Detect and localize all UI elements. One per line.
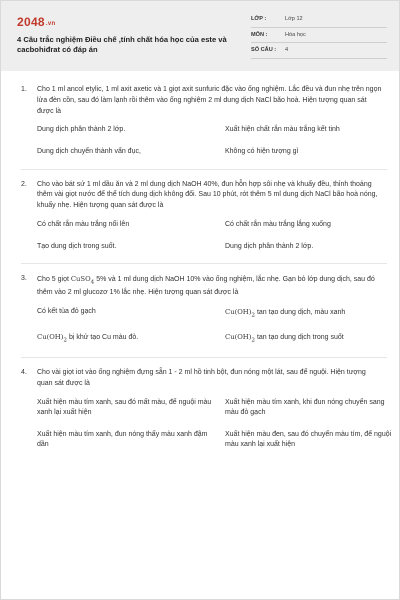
- site-logo[interactable]: [17, 15, 55, 29]
- answer-options: [37, 220, 387, 263]
- answer-option-b[interactable]: [225, 307, 400, 332]
- answer-option-c[interactable]: Xuất hiện màu tím xanh, đun nóng thấy màu xanh đậm dần: [37, 430, 208, 449]
- logo-main-text: 2048: [17, 15, 45, 29]
- document-meta: [251, 12, 387, 59]
- formula-cuso4: [70, 275, 95, 286]
- answer-options: [37, 125, 387, 168]
- answer-option-c[interactable]: Tạo dung dịch trong suốt.: [37, 242, 117, 250]
- answer-option-b[interactable]: Có chất rắn màu trắng lắng xuống: [225, 220, 331, 228]
- option-text: tan tạo dung dịch, màu xanh: [255, 309, 346, 317]
- question-number: 3.: [21, 275, 27, 283]
- question-text: Cho vài giọt iot vào ống nghiệm đựng sẵn 1 - 2 ml hồ tinh bột, đun nóng một lát, sau để nguội. Hiện tượng quan sát được là: [37, 369, 366, 387]
- question-number: 1.: [21, 86, 27, 93]
- logo-suffix-text: .vn: [45, 21, 56, 27]
- answer-option-d[interactable]: Xuất hiện màu đen, sau đó chuyển màu tím, để nguội màu xanh lại xuất hiện: [225, 430, 392, 449]
- answer-option-c[interactable]: [37, 332, 225, 357]
- answer-option-c[interactable]: Dung dịch chuyển thành vẩn đục,: [37, 147, 141, 155]
- meta-class-label: LỚP :: [251, 16, 267, 23]
- question-number: 2.: [21, 180, 27, 188]
- meta-class-value: Lớp 12: [285, 16, 303, 23]
- formula-subscript: 2: [63, 337, 67, 344]
- question-2: [21, 180, 387, 264]
- answer-option-b[interactable]: Xuất hiện chất rắn màu trắng kết tinh: [225, 126, 340, 134]
- meta-subject-row: [251, 28, 387, 44]
- answer-option-d[interactable]: [225, 332, 400, 357]
- question-text-post: 5% và 1 ml dung dịch NaOH 10% vào ống nghiệm, lắc nhẹ. Gạn bỏ lớp dung dịch, sau đó thêm vào 2 ml glucozơ 1% lắc nhẹ. Hiện tượng quan sát được là: [37, 276, 375, 297]
- formula-cuoh2: [225, 333, 255, 344]
- question-number: 4.: [21, 369, 27, 377]
- option-text: bị khử tạo Cu màu đỏ.: [67, 334, 139, 342]
- meta-count-label: SỐ CÂU :: [251, 47, 277, 54]
- formula-base: CuSO: [70, 275, 91, 284]
- formula-subscript: 2: [251, 337, 255, 344]
- formula-base: Cu(OH): [225, 333, 252, 342]
- answer-option-a[interactable]: Có chất rắn màu trắng nổi lên: [37, 220, 130, 228]
- meta-subject-label: MÔN :: [251, 31, 268, 38]
- question-divider: [21, 169, 387, 170]
- meta-count-value: 4: [285, 47, 289, 54]
- answer-options: [37, 307, 387, 357]
- question-divider: [21, 263, 387, 264]
- option-text: Có kết tủa đỏ gạch: [37, 308, 96, 316]
- question-text: [37, 274, 387, 299]
- questions-list: [21, 85, 392, 462]
- answer-options: [37, 398, 392, 462]
- question-text: Cho 1 ml ancol etylic, 1 ml axit axetic và 1 giọt axit sunfuric đặc vào ống nghiệm. Lắc đều và đun nhẹ trên ngọn lửa đèn cồn, sau đó làm lạnh rồi thêm vào ống nghiệm 2 ml dung dịch NaCl bão hoà. Hiện tượng quan sát được là: [37, 86, 382, 115]
- question-3: [21, 274, 387, 357]
- formula-base: Cu(OH): [37, 333, 64, 342]
- formula-subscript: 4: [90, 279, 95, 286]
- question-text: Cho vào bát sứ 1 ml dầu ăn và 2 ml dung dịch NaOH 40%, đun hỗn hợp sôi nhẹ và khuấy đều, thỉnh thoảng thêm vài giọt nước để thể tích dung dịch không đổi. Sau 10 phút, rót thêm 5 ml dung dịch NaCl bão hoà nóng, khuấy nhẹ. Hiện tượng quan sát được là: [37, 180, 378, 210]
- formula-cuoh2: [225, 308, 255, 319]
- document-header: [1, 1, 399, 71]
- formula-base: Cu(OH): [225, 308, 252, 317]
- option-text: tan tạo dung dịch trong suốt: [255, 334, 344, 342]
- document-title: 4 Câu trắc nghiệm Điều chế ,tính chất hóa học của este và cacbohiđrat có đáp án: [17, 35, 227, 54]
- meta-subject-value: Hóa học: [285, 31, 306, 38]
- answer-option-a[interactable]: [37, 307, 225, 332]
- question-text-pre: Cho 5 giọt: [37, 276, 71, 284]
- answer-option-d[interactable]: Không có hiện tượng gì: [225, 147, 299, 155]
- formula-cuoh2: [37, 333, 67, 344]
- meta-class-row: [251, 12, 387, 28]
- answer-option-b[interactable]: Xuất hiện màu tím xanh, khi đun nóng chuyển sang màu đỏ gạch: [225, 398, 385, 417]
- answer-option-d[interactable]: Dung dịch phân thành 2 lớp.: [225, 242, 314, 250]
- question-1: [21, 85, 387, 169]
- answer-option-a[interactable]: Dung dịch phân thành 2 lớp.: [37, 126, 126, 134]
- formula-subscript: 2: [251, 312, 255, 319]
- meta-count-row: [251, 43, 387, 59]
- question-4: [21, 368, 392, 462]
- answer-option-a[interactable]: Xuất hiện màu tím xanh, sau đó mất màu, để nguội màu xanh lại xuất hiện: [37, 398, 212, 417]
- question-divider: [21, 357, 387, 358]
